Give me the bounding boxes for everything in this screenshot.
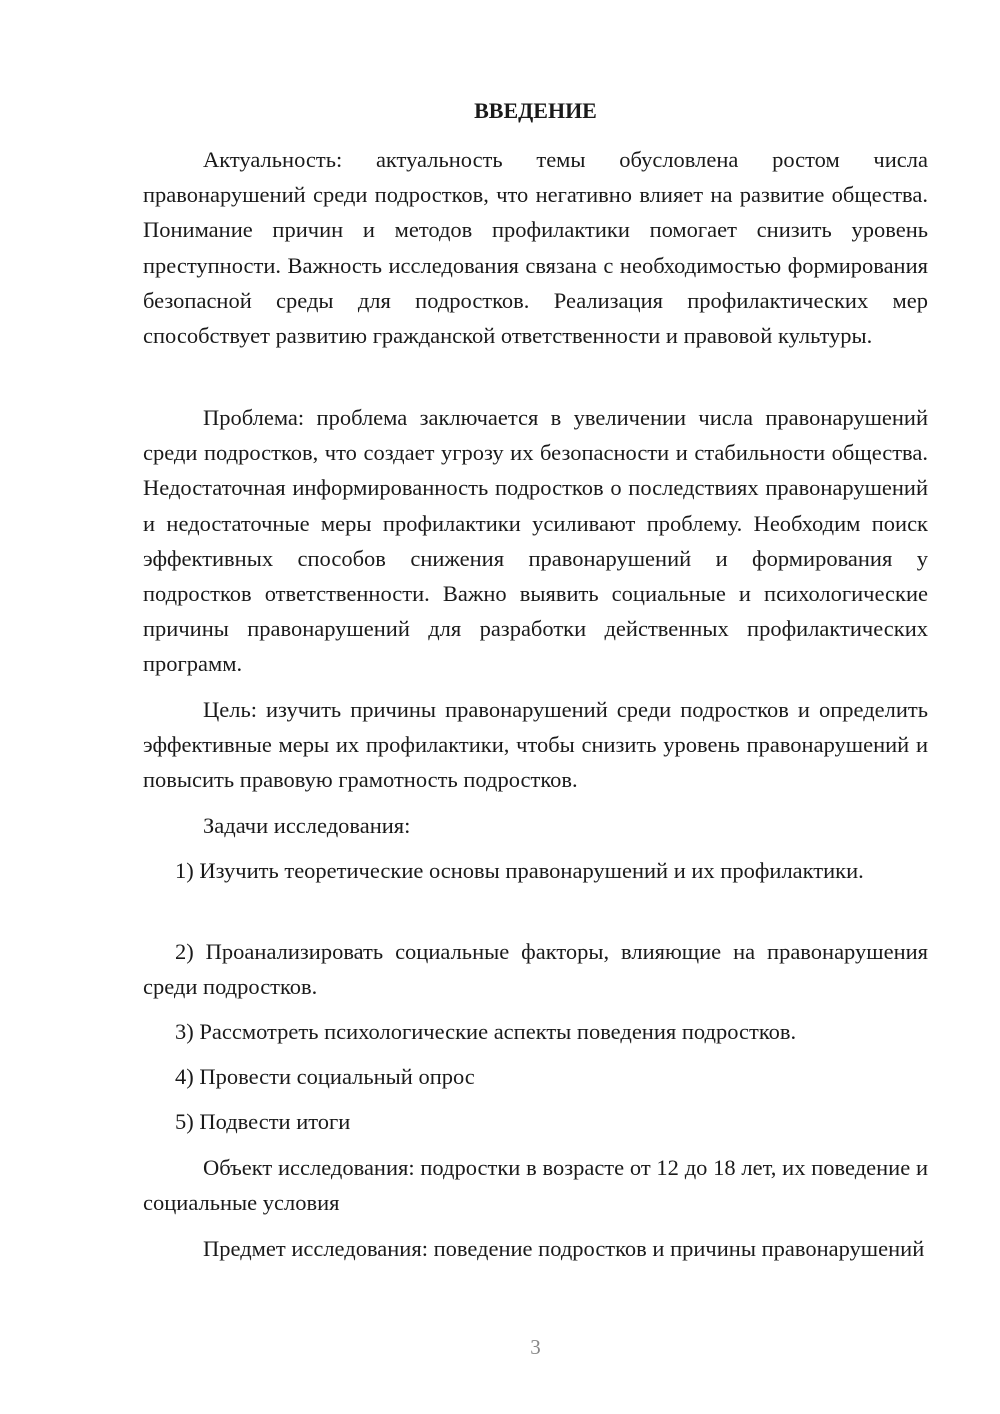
- task-item-2: 2) Проанализировать социальные факторы, влияющие на правонарушения среди подростков.: [143, 939, 928, 1000]
- paragraph-problem: Проблема: проблема заключается в увеличении числа правонарушений среди подростков, что создает угрозу их безопасности и стабильности общества. Недостаточная информированность подростков о последствиях правонарушений и недостаточные меры профилактики усиливают проблему. Необходим поиск эффективных способов снижения правонарушений и формирования у подростков ответственности. Важно выявить социальные и психологические причины правонарушений для разработки действенных профилактических программ.: [143, 405, 928, 677]
- task-item-3: 3) Рассмотреть психологические аспекты поведения подростков.: [175, 1019, 797, 1044]
- paragraph-goal: Цель: изучить причины правонарушений среди подростков и определить эффективные меры их профилактики, чтобы снизить уровень правонарушений и повысить правовую грамотность подростков.: [143, 697, 928, 793]
- paragraph-object: Объект исследования: подростки в возрасте от 12 до 18 лет, их поведение и социальные условия: [143, 1155, 928, 1216]
- tasks-heading: Задачи исследования:: [203, 813, 411, 838]
- paragraph-subject: Предмет исследования: поведение подростков и причины правонарушений: [203, 1236, 925, 1261]
- task-item-5: 5) Подвести итоги: [175, 1109, 351, 1134]
- page-number: 3: [530, 1335, 541, 1359]
- task-item-4: 4) Провести социальный опрос: [175, 1064, 475, 1089]
- paragraph-relevance: Актуальность: актуальность темы обусловлена ростом числа правонарушений среди подростков, что негативно влияет на развитие общества. Понимание причин и методов профилактики помогает снизить уровень преступности. Важность исследования связана с необходимостью формирования безопасной среды для подростков. Реализация профилактических мер способствует развитию гражданской ответственности и правовой культуры.: [143, 147, 928, 349]
- task-item-1: 1) Изучить теоретические основы правонарушений и их профилактики.: [175, 858, 864, 883]
- section-title: ВВЕДЕНИЕ: [474, 98, 597, 123]
